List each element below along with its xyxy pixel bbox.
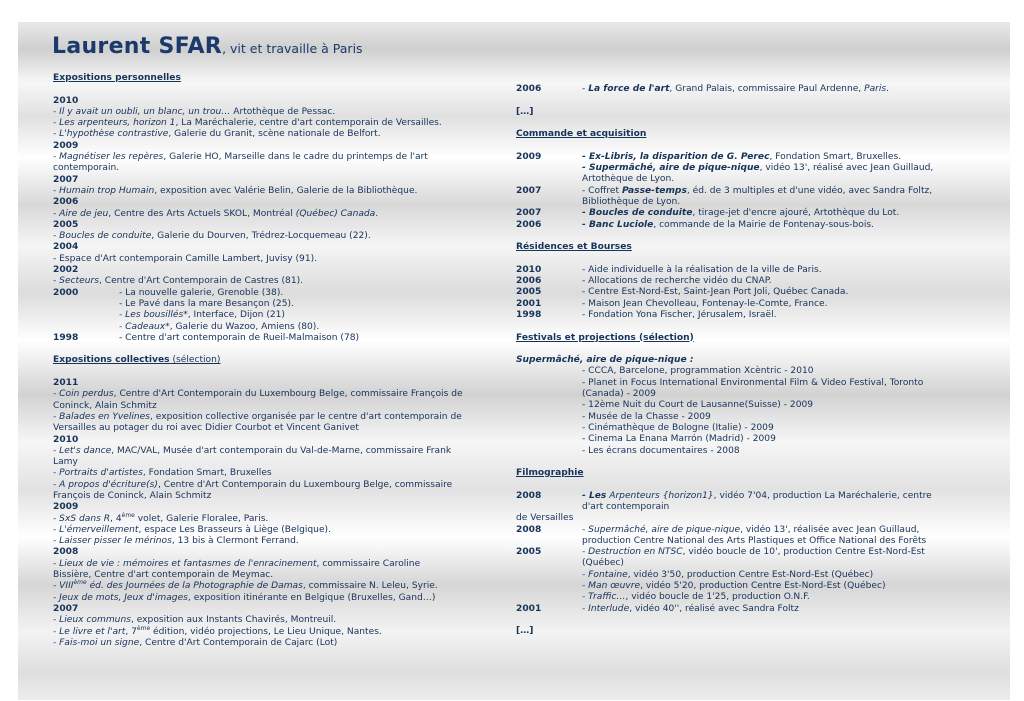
list-item: 2006 - La force de l'art, Grand Palais, commissaire Paul Ardenne, Paris.	[516, 84, 890, 94]
list-item: 2005 - Centre Est-Nord-Est, Saint-Jean Port Joli, Québec Canada.	[516, 287, 849, 298]
year-label: 2009	[53, 140, 79, 151]
section-heading-solo: Expositions personnelles	[53, 73, 181, 83]
list-item: - Jeux de mots, Jeux d'images, exposition itinérante en Belgique (Bruxelles, Gand…)	[53, 592, 436, 603]
list-item: - Supermâché, aire de pique-nique, vidéo 13', réalisé avec Jean Guillaud,	[582, 163, 934, 174]
list-item-cont: Coninck, Alain Schmitz	[53, 400, 157, 411]
year-label: 2004	[53, 242, 79, 253]
list-item: 2010 - Aide individuelle à la réalisation de la ville de Paris.	[516, 264, 822, 275]
list-item-cont: (Canada) - 2009	[582, 389, 656, 400]
list-item: - Espace d'Art contemporain Camille Lambert, Juvisy (91).	[53, 253, 318, 264]
list-item: 2001 - Interlude, vidéo 40'', réalisé avec Sandra Foltz	[516, 603, 799, 614]
list-item: - Portraits d'artistes, Fondation Smart, Bruxelles	[53, 468, 272, 479]
list-item: - SxS dans R, 4ème volet, Galerie Floralee, Paris.	[53, 511, 269, 524]
list-item: 2000 - La nouvelle galerie, Grenoble (38).	[53, 287, 284, 298]
year-label: 2009	[53, 502, 79, 513]
list-item: - Magnétiser les repères, Galerie HO, Marseille dans le cadre du printemps de l'art	[53, 152, 428, 163]
festival-work-title: Supermâché, aire de pique-nique :	[516, 355, 694, 366]
list-item: - L'émerveillement, espace Les Brasseurs à Liège (Belgique).	[53, 524, 331, 535]
list-item: - Les arpenteurs, horizon 1, La Maréchalerie, centre d'art contemporain de Versailles.	[53, 118, 442, 129]
year-label: 2006	[53, 197, 79, 208]
list-item: - CCCA, Barcelone, programmation Xcèntric - 2010	[582, 366, 814, 377]
list-item: - Man œuvre, vidéo 5'20, production Centre Est-Nord-Est (Québec)	[582, 581, 886, 592]
section-heading-residences: Résidences et Bourses	[516, 242, 632, 253]
list-item: - Traffic…, vidéo boucle de 1'25, production O.N.F.	[582, 592, 810, 603]
list-item: 2006 - Banc Luciole, commande de la Mairie de Fontenay-sous-bois.	[516, 219, 875, 230]
year-label: 2002	[53, 265, 79, 276]
list-item: - Let's dance, MAC/VAL, Musée d'art contemporain du Val-de-Marne, commissaire Frank	[53, 445, 452, 456]
list-item: - Secteurs, Centre d'Art Contemporain de Castres (81).	[53, 276, 304, 287]
ellipsis-marker: […]	[516, 626, 534, 637]
artist-subtitle: , vit et travaille à Paris	[222, 41, 363, 56]
list-item: - Cinema La Enana Marrón (Madrid) - 2009	[582, 434, 776, 445]
list-item: 2005 - Destruction en NTSC, vidéo boucle de 10', production Centre Est-Nord-Est	[516, 547, 925, 558]
list-item-cont: de Versailles	[516, 513, 574, 524]
section-heading-filmographie: Filmographie	[516, 468, 584, 479]
artist-name: Laurent SFAR	[52, 34, 223, 59]
list-item: - Boucles de conduite, Galerie du Dourven, Trédrez-Locquemeau (22).	[53, 231, 371, 242]
list-item: - Les bousillés*, Interface, Dijon (21)	[119, 310, 285, 321]
list-item: - Cadeaux*, Galerie du Wazoo, Amiens (80).	[119, 321, 320, 332]
list-item-cont: Lamy	[53, 457, 78, 468]
list-item: 2007 - Coffret Passe-temps, éd. de 3 multiples et d'une vidéo, avec Sandra Foltz,	[516, 185, 933, 196]
list-item: 2008 - Les Arpenteurs {horizon1}, vidéo 7'04, production La Maréchalerie, centre	[516, 490, 932, 501]
list-item-cont: Bibliothèque de Lyon.	[582, 196, 681, 207]
list-item: - Les écrans documentaires - 2008	[582, 445, 740, 456]
list-item: 2006 - Allocations de recherche vidéo du CNAP.	[516, 276, 772, 287]
list-item: - 12ème Nuit du Court de Lausanne(Suisse) - 2009	[582, 400, 814, 411]
list-item-cont: (Québec)	[582, 558, 624, 569]
list-item-cont: Bissière, Centre d'art contemporain de Meymac.	[53, 570, 274, 581]
list-item-cont: d'art contemporain	[582, 501, 670, 512]
list-item: 1998 - Centre d'art contemporain de Rueil-Malmaison (78)	[53, 332, 360, 343]
list-item: - Laisser pisser le mérinos, 13 bis à Clermont Ferrand.	[53, 536, 299, 547]
list-item: - A propos d'écriture(s), Centre d'Art Contemporain du Luxembourg Belge, commissaire	[53, 479, 453, 490]
list-item: - Musée de la Chasse - 2009	[582, 411, 711, 422]
list-item: - Balades en Yvelines, exposition collective organisée par le centre d'art contemporain de	[53, 411, 462, 422]
list-item: 1998 - Fondation Yona Fischer, Jérusalem, Israël.	[516, 309, 777, 320]
year-label: 2005	[53, 219, 79, 230]
list-item: - L'hypothèse contrastive, Galerie du Granit, scène nationale de Belfort.	[53, 129, 381, 140]
year-label: 2011	[53, 378, 79, 389]
list-item-cont: François de Coninck, Alain Schmitz	[53, 490, 212, 501]
year-label: 2010	[53, 434, 79, 445]
list-item: - VIIIème éd. des Journées de la Photographie de Damas, commissaire N. Leleu, Syrie.	[53, 579, 438, 592]
list-item: 2001 - Maison Jean Chevolleau, Fontenay-le-Comte, France.	[516, 298, 828, 309]
year-label: 2008	[53, 547, 79, 558]
list-item: - Planet in Focus International Environmental Film & Video Festival, Toronto	[582, 377, 924, 388]
year-label: 2010	[53, 95, 79, 106]
page-title	[52, 34, 363, 59]
left-column	[53, 73, 493, 649]
right-column	[516, 84, 956, 638]
ellipsis-marker: […]	[516, 106, 534, 117]
list-item-cont: Versailles au potager du roi avec Didier Courbot et Vincent Ganivet	[53, 423, 359, 434]
list-item-cont: contemporain.	[53, 163, 120, 174]
list-item: - Humain trop Humain, exposition avec Valérie Belin, Galerie de la Bibliothèque.	[53, 185, 418, 196]
section-heading-group: Expositions collectives (sélection)	[53, 355, 221, 366]
list-item: - Lieux communs, exposition aux Instants Chavirés, Montreuil.	[53, 615, 337, 626]
list-item: - Le livre et l'art, 7ème édition, vidéo projections, Le Lieu Unique, Nantes.	[53, 624, 382, 637]
year-label: 2007	[53, 603, 79, 614]
section-heading-commande: Commande et acquisition	[516, 129, 647, 140]
list-item: - Aire de jeu, Centre des Arts Actuels SKOL, Montréal (Québec) Canada.	[53, 208, 379, 219]
list-item-cont: Artothèque de Lyon.	[582, 174, 675, 185]
list-item: - Coin perdus, Centre d'Art Contemporain du Luxembourg Belge, commissaire François de	[53, 389, 463, 400]
list-item: - Le Pavé dans la mare Besançon (25).	[119, 298, 294, 309]
list-item: - Lieux de vie : mémoires et fantasmes de l'enracinement, commissaire Caroline	[53, 558, 421, 569]
list-item: - Cinémathèque de Bologne (Italie) - 2009	[582, 422, 774, 433]
list-item: - Il y avait un oubli, un blanc, un trou… Artothèque de Pessac.	[53, 106, 336, 117]
list-item: 2009 - Ex-Libris, la disparition de G. Perec, Fondation Smart, Bruxelles.	[516, 151, 902, 162]
list-item: - Fais-moi un signe, Centre d'Art Contemporain de Cajarc (Lot)	[53, 637, 338, 648]
list-item: 2008 - Supermâché, aire de pique-nique, vidéo 13', réalisée avec Jean Guillaud,	[516, 524, 920, 535]
list-item: 2007 - Boucles de conduite, tirage-jet d'encre ajouré, Artothèque du Lot.	[516, 208, 900, 219]
list-item-cont: production Centre National des Arts Plastiques et Office National des Forêts	[582, 535, 927, 546]
list-item: - Fontaine, vidéo 3'50, production Centre Est-Nord-Est (Québec)	[582, 569, 874, 580]
section-heading-festivals: Festivals et projections (sélection)	[516, 332, 694, 343]
year-label: 2007	[53, 174, 79, 185]
